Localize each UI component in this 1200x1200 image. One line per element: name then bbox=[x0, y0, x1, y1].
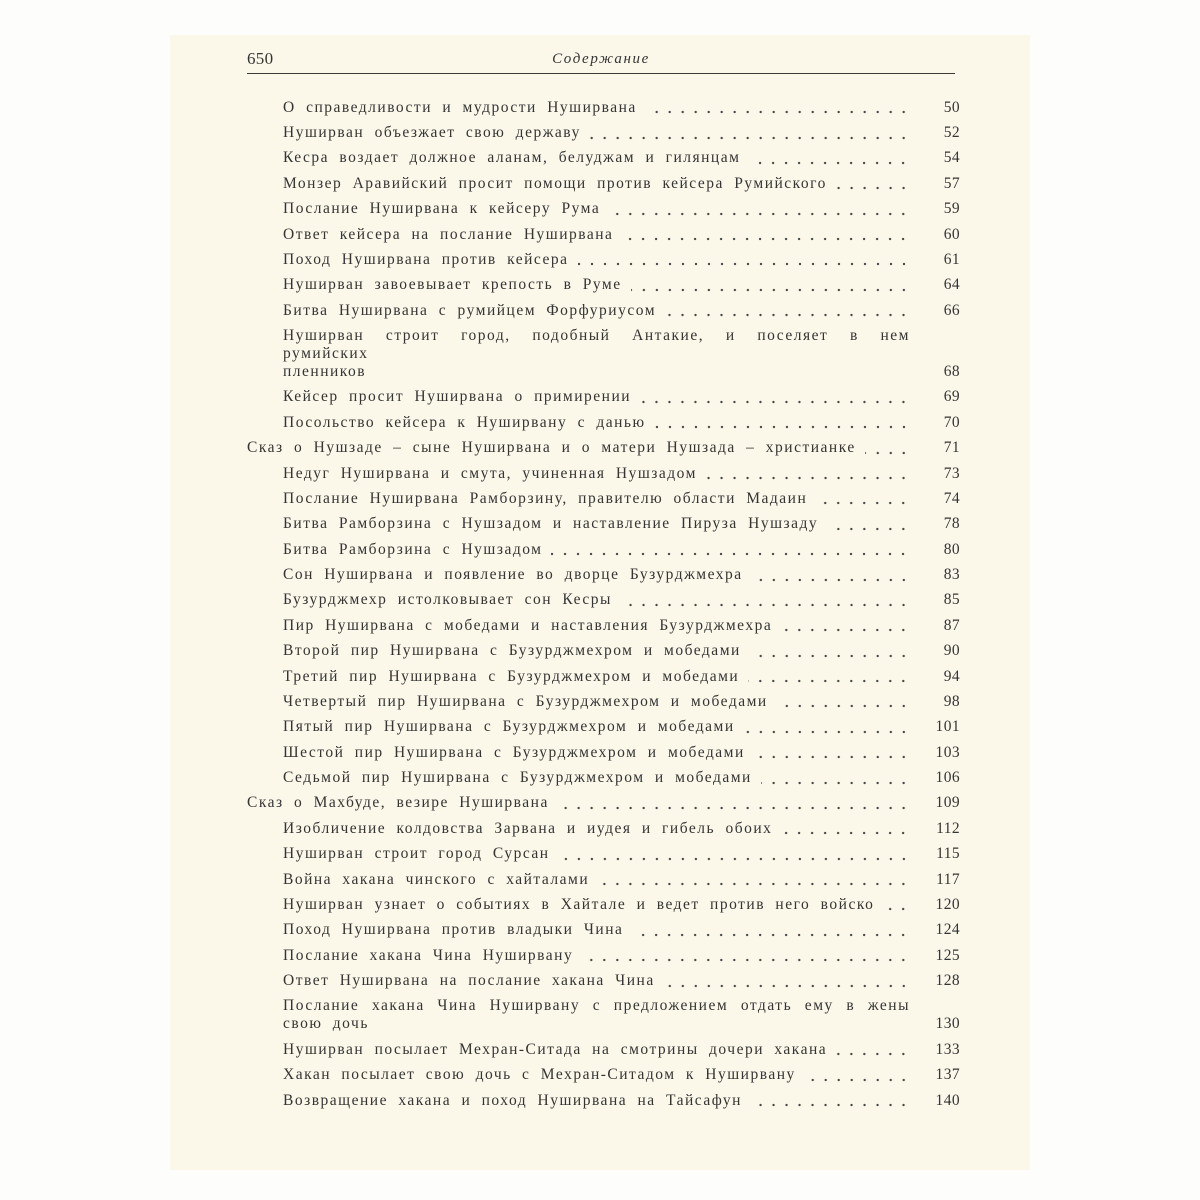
toc-entry bbox=[247, 1063, 960, 1088]
entry-title bbox=[283, 566, 743, 584]
entry-title-line: Хакан посылает свою дочь с Мехран-Ситадом к Нуширвану bbox=[283, 1066, 796, 1084]
entry-title-line: Монзер Аравийский просит помощи против кейсера Румийского bbox=[283, 174, 827, 192]
entry-page-number: 50 bbox=[943, 98, 960, 116]
entry-title bbox=[283, 871, 589, 889]
entry-page-number: 59 bbox=[943, 200, 960, 218]
entry-page-number: 85 bbox=[943, 591, 960, 609]
dot-leader bbox=[777, 693, 910, 711]
dot-leader bbox=[750, 642, 910, 660]
toc-entry bbox=[247, 994, 960, 1037]
entry-page-number: 60 bbox=[943, 225, 960, 243]
entry-page-number: 80 bbox=[943, 540, 960, 558]
entry-title bbox=[283, 820, 772, 838]
entry-title bbox=[283, 1092, 742, 1110]
entry-title bbox=[283, 693, 768, 711]
entry-page-number: 140 bbox=[935, 1091, 960, 1109]
entry-title-line: Шестой пир Нуширвана с Бузурджмехром и мобедами bbox=[283, 743, 745, 761]
dot-leader bbox=[751, 1092, 910, 1110]
dot-leader bbox=[836, 1041, 910, 1059]
entry-page-number: 61 bbox=[943, 250, 960, 268]
dot-leader bbox=[827, 515, 910, 533]
dot-leader bbox=[752, 566, 910, 584]
toc-section-entry bbox=[247, 791, 960, 816]
entry-title bbox=[283, 541, 542, 559]
entry-title bbox=[283, 327, 910, 381]
entry-title bbox=[283, 251, 569, 269]
dot-leader bbox=[622, 226, 910, 244]
entry-title bbox=[283, 972, 655, 990]
entry-title-line: Битва Нуширвана с румийцем Форфуриусом bbox=[283, 301, 656, 319]
toc-entry bbox=[247, 918, 960, 943]
toc-entry bbox=[247, 613, 960, 638]
dot-leader bbox=[781, 617, 910, 635]
toc-entry bbox=[247, 816, 960, 841]
entry-page-number: 54 bbox=[943, 149, 960, 167]
entry-title-line: пленников bbox=[283, 363, 367, 381]
entry-page-number: 71 bbox=[943, 439, 960, 457]
entry-page-number: 115 bbox=[936, 845, 960, 863]
running-title: Содержание bbox=[552, 51, 650, 67]
toc-entry bbox=[247, 197, 960, 222]
entry-page-number: 112 bbox=[936, 819, 960, 837]
entry-title-line: Поход Нуширвана против владыки Чина bbox=[283, 921, 624, 939]
entry-page-number: 52 bbox=[943, 124, 960, 142]
dot-leader bbox=[558, 794, 910, 812]
entry-title bbox=[283, 718, 735, 736]
entry-title-line: Седьмой пир Нуширвана с Бузурджмехром и мобедами bbox=[283, 769, 752, 787]
toc-entry bbox=[247, 689, 960, 714]
dot-leader bbox=[761, 769, 910, 787]
entry-title bbox=[283, 845, 550, 863]
entry-title bbox=[283, 226, 613, 244]
entry-title-line: Возвращение хакана и поход Нуширвана на Тайсафун bbox=[283, 1091, 742, 1109]
toc-entry bbox=[247, 842, 960, 867]
dot-leader bbox=[582, 947, 910, 965]
entry-page-number: 137 bbox=[935, 1066, 960, 1084]
dot-leader bbox=[865, 439, 910, 457]
entry-title bbox=[283, 997, 910, 1033]
entry-page-number: 69 bbox=[943, 388, 960, 406]
dot-leader bbox=[748, 668, 910, 686]
entry-title-line: Ответ кейсера на послание Нуширвана bbox=[283, 225, 614, 243]
toc-entry bbox=[247, 639, 960, 664]
dot-leader bbox=[632, 921, 910, 939]
entry-title bbox=[283, 642, 741, 660]
entry-title-line: Послание Нуширвана к кейсеру Рума bbox=[283, 200, 601, 218]
entry-page-number: 94 bbox=[943, 667, 960, 685]
entry-title bbox=[283, 149, 740, 167]
toc-entry bbox=[247, 410, 960, 435]
entry-page-number: 78 bbox=[943, 515, 960, 533]
toc-section-entry bbox=[247, 436, 960, 461]
dot-leader bbox=[551, 541, 910, 559]
entry-page-number: 90 bbox=[943, 642, 960, 660]
entry-title-line: Нуширван строит город, подобный Антакие, и поселяет в нем румийских bbox=[283, 327, 910, 363]
entry-page-number: 57 bbox=[943, 174, 960, 192]
entry-page-number: 125 bbox=[935, 946, 960, 964]
entry-title bbox=[283, 99, 637, 117]
entry-title bbox=[283, 175, 827, 193]
toc-entry bbox=[247, 120, 960, 145]
toc-entry bbox=[247, 892, 960, 917]
entry-title-line: Пятый пир Нуширвана с Бузурджмехром и мобедами bbox=[283, 718, 735, 736]
entry-title bbox=[283, 465, 697, 483]
toc-entry bbox=[247, 562, 960, 587]
toc-entry bbox=[247, 1037, 960, 1062]
entry-title bbox=[283, 515, 818, 533]
entry-page-number: 68 bbox=[943, 363, 960, 381]
dot-leader bbox=[640, 388, 910, 406]
entry-title bbox=[283, 200, 600, 218]
dot-leader bbox=[646, 99, 910, 117]
entry-title bbox=[283, 921, 623, 939]
entry-title bbox=[283, 490, 807, 508]
entry-title-line: Бузурджмехр истолковывает сон Кесры bbox=[283, 591, 612, 609]
entry-title-line: Война хакана чинского с хайталами bbox=[283, 870, 590, 888]
toc-entry bbox=[247, 968, 960, 993]
entry-page-number: 98 bbox=[943, 692, 960, 710]
entry-title-line: свою дочь bbox=[283, 1015, 369, 1033]
entry-page-number: 87 bbox=[943, 616, 960, 634]
entry-title-line: Сон Нуширвана и появление во дворце Бузурджмехра bbox=[283, 566, 743, 584]
toc-entry bbox=[247, 486, 960, 511]
entry-title-line: Ответ Нуширвана на послание хакана Чина bbox=[283, 972, 655, 990]
entry-title bbox=[283, 744, 745, 762]
dot-leader bbox=[590, 124, 910, 142]
entry-title bbox=[247, 439, 856, 457]
dot-leader bbox=[781, 820, 910, 838]
dot-leader bbox=[631, 276, 910, 294]
entry-title-line: Битва Рамборзина с Нушзадом bbox=[283, 540, 543, 558]
entry-page-number: 83 bbox=[943, 566, 960, 584]
toc-entry bbox=[247, 740, 960, 765]
entry-title-line: О справедливости и мудрости Нуширвана bbox=[283, 98, 637, 116]
dot-leader bbox=[744, 718, 910, 736]
entry-title bbox=[283, 1066, 796, 1084]
dot-leader bbox=[621, 591, 910, 609]
dot-leader bbox=[665, 302, 910, 320]
entry-title-line: Недуг Нуширвана и смута, учиненная Нушзадом bbox=[283, 464, 697, 482]
entry-title-line: Нуширван строит город Сурсан bbox=[283, 845, 550, 863]
entry-title bbox=[283, 668, 739, 686]
entry-title bbox=[283, 124, 581, 142]
entry-title-line: Послание Нуширвана Рамборзину, правителю области Мадаин bbox=[283, 489, 808, 507]
entry-title bbox=[283, 947, 573, 965]
entry-page-number: 120 bbox=[935, 895, 960, 913]
toc-entry bbox=[247, 943, 960, 968]
toc-entry bbox=[247, 247, 960, 272]
toc-entry bbox=[247, 171, 960, 196]
toc-entry bbox=[247, 298, 960, 323]
dot-leader bbox=[559, 845, 910, 863]
entry-title bbox=[283, 414, 646, 432]
entry-page-number: 106 bbox=[935, 769, 960, 787]
toc-entry bbox=[247, 588, 960, 613]
entry-title-line: Кесра воздает должное аланам, белуджам и гилянцам bbox=[283, 149, 741, 167]
toc-entry bbox=[247, 512, 960, 537]
entry-title bbox=[283, 769, 752, 787]
entry-title-line: Нуширван посылает Мехран-Ситада на смотрины дочери хакана bbox=[283, 1040, 828, 1058]
dot-leader bbox=[836, 175, 910, 193]
entry-title-line: Нуширван объезжает свою державу bbox=[283, 124, 581, 142]
entry-page-number: 109 bbox=[935, 794, 960, 812]
toc-entry bbox=[247, 385, 960, 410]
toc-entry bbox=[247, 323, 960, 384]
entry-title bbox=[283, 1041, 827, 1059]
toc-entry bbox=[247, 222, 960, 247]
entry-title bbox=[283, 302, 656, 320]
entry-page-number: 74 bbox=[943, 489, 960, 507]
dot-leader bbox=[578, 251, 911, 269]
entry-page-number: 66 bbox=[943, 301, 960, 319]
toc-entry bbox=[247, 537, 960, 562]
entry-title bbox=[247, 794, 549, 812]
page-number: 650 bbox=[247, 49, 274, 68]
toc-entry bbox=[247, 146, 960, 171]
entry-page-number: 64 bbox=[943, 276, 960, 294]
entry-title-line: Нуширван узнает о событиях в Хайтале и ведет против него войско bbox=[283, 895, 875, 913]
entry-title bbox=[283, 896, 874, 914]
entry-title-line: Сказ о Махбуде, везире Нуширвана bbox=[247, 794, 549, 812]
entry-title-line: Кейсер просит Нуширвана о примирении bbox=[283, 388, 632, 406]
toc-entry bbox=[247, 664, 960, 689]
dot-leader bbox=[805, 1066, 910, 1084]
entry-title-line: Послание хакана Чина Нуширвану bbox=[283, 946, 574, 964]
entry-title-line: Третий пир Нуширвана с Бузурджмехром и мобедами bbox=[283, 667, 740, 685]
entry-title-line: Послание хакана Чина Нуширвану с предложением отдать ему в жены bbox=[283, 997, 910, 1015]
entry-page-number: 130 bbox=[935, 1015, 960, 1033]
entry-page-number: 73 bbox=[943, 464, 960, 482]
entry-title bbox=[283, 591, 612, 609]
dot-leader bbox=[706, 465, 910, 483]
entry-page-number: 117 bbox=[936, 870, 960, 888]
entry-title bbox=[283, 388, 631, 406]
toc-entry bbox=[247, 461, 960, 486]
entry-title-line: Пир Нуширвана с мобедами и наставления Бузурджмехра bbox=[283, 616, 773, 634]
header-rule bbox=[247, 73, 955, 74]
toc-entry bbox=[247, 1088, 960, 1113]
toc-entry bbox=[247, 95, 960, 120]
entry-title-line: Посольство кейсера к Нуширвану с данью bbox=[283, 413, 646, 431]
toc-entry bbox=[247, 273, 960, 298]
entry-title-line: Второй пир Нуширвана с Бузурджмехром и мобедами bbox=[283, 642, 741, 660]
dot-leader bbox=[816, 490, 910, 508]
entry-title-line: Четвертый пир Нуширвана с Бузурджмехром и мобедами bbox=[283, 692, 768, 710]
table-of-contents bbox=[247, 95, 960, 1113]
dot-leader bbox=[655, 414, 910, 432]
toc-entry bbox=[247, 867, 960, 892]
entry-page-number: 101 bbox=[935, 718, 960, 736]
entry-title-line: Битва Рамборзина с Нушзадом и наставление Пируза Нушзаду bbox=[283, 515, 819, 533]
toc-entry bbox=[247, 765, 960, 790]
dot-leader bbox=[664, 972, 910, 990]
entry-page-number: 103 bbox=[935, 743, 960, 761]
entry-title-line: Поход Нуширвана против кейсера bbox=[283, 250, 569, 268]
page-header bbox=[247, 49, 955, 69]
dot-leader bbox=[754, 744, 910, 762]
entry-page-number: 70 bbox=[943, 413, 960, 431]
entry-title bbox=[283, 276, 622, 294]
entry-page-number: 128 bbox=[935, 972, 960, 990]
entry-title-line: Сказ о Нушзаде – сыне Нуширвана и о матери Нушзада – христианке bbox=[247, 439, 856, 457]
entry-page-number: 133 bbox=[935, 1040, 960, 1058]
dot-leader bbox=[609, 200, 910, 218]
dot-leader bbox=[883, 896, 910, 914]
entry-page-number: 124 bbox=[935, 921, 960, 939]
dot-leader bbox=[598, 871, 910, 889]
toc-entry bbox=[247, 715, 960, 740]
entry-title-line: Нуширван завоевывает крепость в Руме bbox=[283, 276, 622, 294]
entry-title-line: Изобличение колдовства Зарвана и иудея и гибель обоих bbox=[283, 819, 773, 837]
entry-title bbox=[283, 617, 772, 635]
dot-leader bbox=[749, 149, 910, 167]
